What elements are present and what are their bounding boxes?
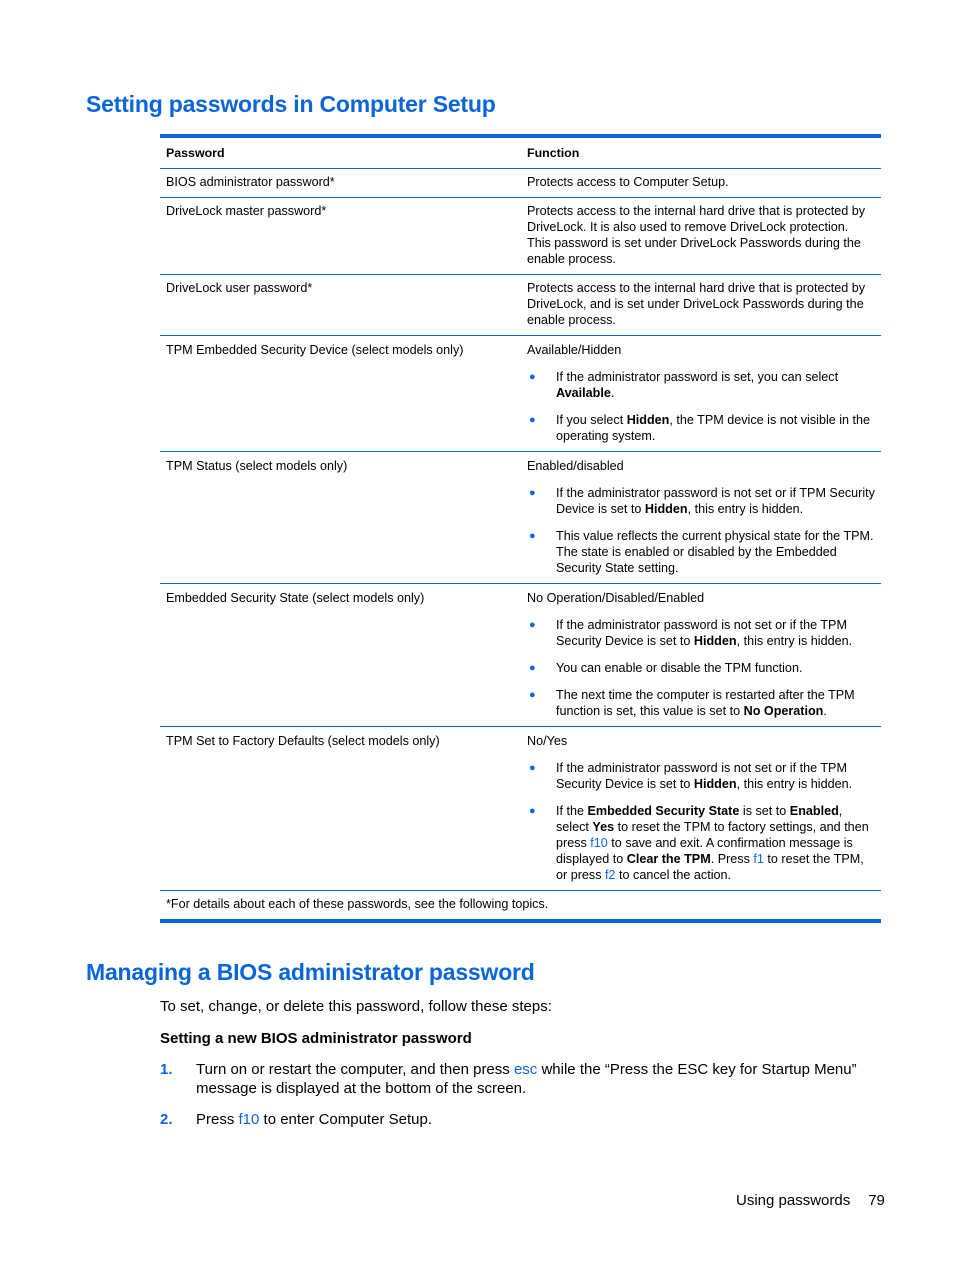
list-item: ● If the administrator password is not set or if the TPM Security Device is set to Hidden, this entry is hidden. — [529, 618, 853, 648]
password-cell: DriveLock master password* — [166, 204, 327, 218]
section-title: Setting passwords in Computer Setup — [86, 91, 496, 117]
table-row — [160, 584, 881, 727]
table-header-row — [160, 138, 881, 169]
function-cell — [521, 590, 881, 719]
table-row — [160, 452, 881, 584]
function-cell — [521, 733, 881, 883]
table-footnote: *For details about each of these passwords, see the following topics. — [166, 897, 549, 911]
list-item: ● If the administrator password is not set or if the TPM Security Device is set to Hidden, this entry is hidden. — [529, 761, 853, 791]
table-footnote-row — [160, 891, 881, 919]
bullet-list — [527, 617, 875, 719]
list-item: ● You can enable or disable the TPM function. — [529, 661, 803, 675]
bullet-icon: ● — [529, 689, 536, 701]
table-row — [160, 727, 881, 891]
page-number: 79 — [868, 1192, 885, 1209]
bullet-list — [527, 760, 875, 883]
page-footer — [736, 1192, 885, 1209]
function-cell: Protects access to the internal hard drive that is protected by DriveLock. It is also used to remove DriveLock protection. This password is set under DriveLock Passwords during the enable process. — [527, 204, 866, 266]
password-cell: Embedded Security State (select models only) — [166, 591, 425, 605]
function-value: No/Yes — [527, 734, 568, 748]
step-text: Press f10 to enter Computer Setup. — [196, 1111, 432, 1128]
function-cell: Protects access to Computer Setup. — [527, 175, 729, 189]
list-item: ● If you select Hidden, the TPM device is not visible in the operating system. — [529, 413, 871, 443]
bullet-icon: ● — [529, 414, 536, 426]
step-text: Turn on or restart the computer, and then press esc while the “Press the ESC key for Startup Menu” message is displayed at the bottom of the screen. — [196, 1061, 857, 1097]
list-item: ● This value reflects the current physical state for the TPM. The state is enabled or disabled by the Embedded Security State setting. — [529, 529, 874, 575]
table-row — [160, 169, 881, 198]
step-number: 2. — [160, 1111, 173, 1128]
function-cell — [521, 458, 881, 576]
bullet-icon: ● — [529, 530, 536, 542]
bullet-icon: ● — [529, 619, 536, 631]
bullet-list — [527, 485, 875, 576]
password-cell: TPM Set to Factory Defaults (select models only) — [166, 734, 440, 748]
subheading: Setting a new BIOS administrator password — [160, 1030, 472, 1047]
bullet-icon: ● — [529, 662, 536, 674]
table-row — [160, 198, 881, 275]
column-header-password: Password — [166, 146, 225, 160]
function-value: Available/Hidden — [527, 343, 622, 357]
step-number: 1. — [160, 1061, 173, 1078]
function-cell — [521, 342, 881, 444]
list-item: ● If the Embedded Security State is set to Enabled, select Yes to reset the TPM to factory settings, and then press f10 to save and exit. A confirmation message is displayed to Clear the TPM. Press f1 to reset the TPM, or press f2 to cancel the action. — [529, 804, 869, 882]
column-header-function: Function — [527, 146, 580, 160]
key-f2: f2 — [605, 868, 616, 882]
bullet-icon: ● — [529, 371, 536, 383]
intro-text: To set, change, or delete this password, follow these steps: — [160, 998, 552, 1015]
bullet-icon: ● — [529, 762, 536, 774]
bullet-icon: ● — [529, 487, 536, 499]
table-row — [160, 336, 881, 452]
bullet-list — [527, 369, 875, 444]
list-item: ● If the administrator password is not set or if TPM Security Device is set to Hidden, this entry is hidden. — [529, 486, 875, 516]
step-item — [160, 1060, 880, 1098]
list-item: ● The next time the computer is restarted after the TPM function is set, this value is set to No Operation. — [529, 688, 855, 718]
key-f1: f1 — [753, 852, 764, 866]
password-cell: TPM Status (select models only) — [166, 459, 348, 473]
password-cell: DriveLock user password* — [166, 281, 313, 295]
list-item: ● If the administrator password is set, you can select Available. — [529, 370, 839, 400]
function-cell: Protects access to the internal hard drive that is protected by DriveLock, and is set under DriveLock Passwords during the enable process. — [527, 281, 866, 327]
password-cell: BIOS administrator password* — [166, 175, 335, 189]
key-f10: f10 — [590, 836, 608, 850]
section-title: Managing a BIOS administrator password — [86, 959, 535, 985]
passwords-table — [160, 134, 881, 923]
footer-section: Using passwords — [736, 1192, 851, 1209]
table-row — [160, 275, 881, 336]
key-esc: esc — [513, 1061, 538, 1078]
step-item — [160, 1110, 880, 1129]
bullet-icon: ● — [529, 805, 536, 817]
function-value: Enabled/disabled — [527, 459, 624, 473]
password-cell: TPM Embedded Security Device (select models only) — [166, 343, 464, 357]
function-value: No Operation/Disabled/Enabled — [527, 591, 705, 605]
key-f10: f10 — [238, 1111, 260, 1128]
